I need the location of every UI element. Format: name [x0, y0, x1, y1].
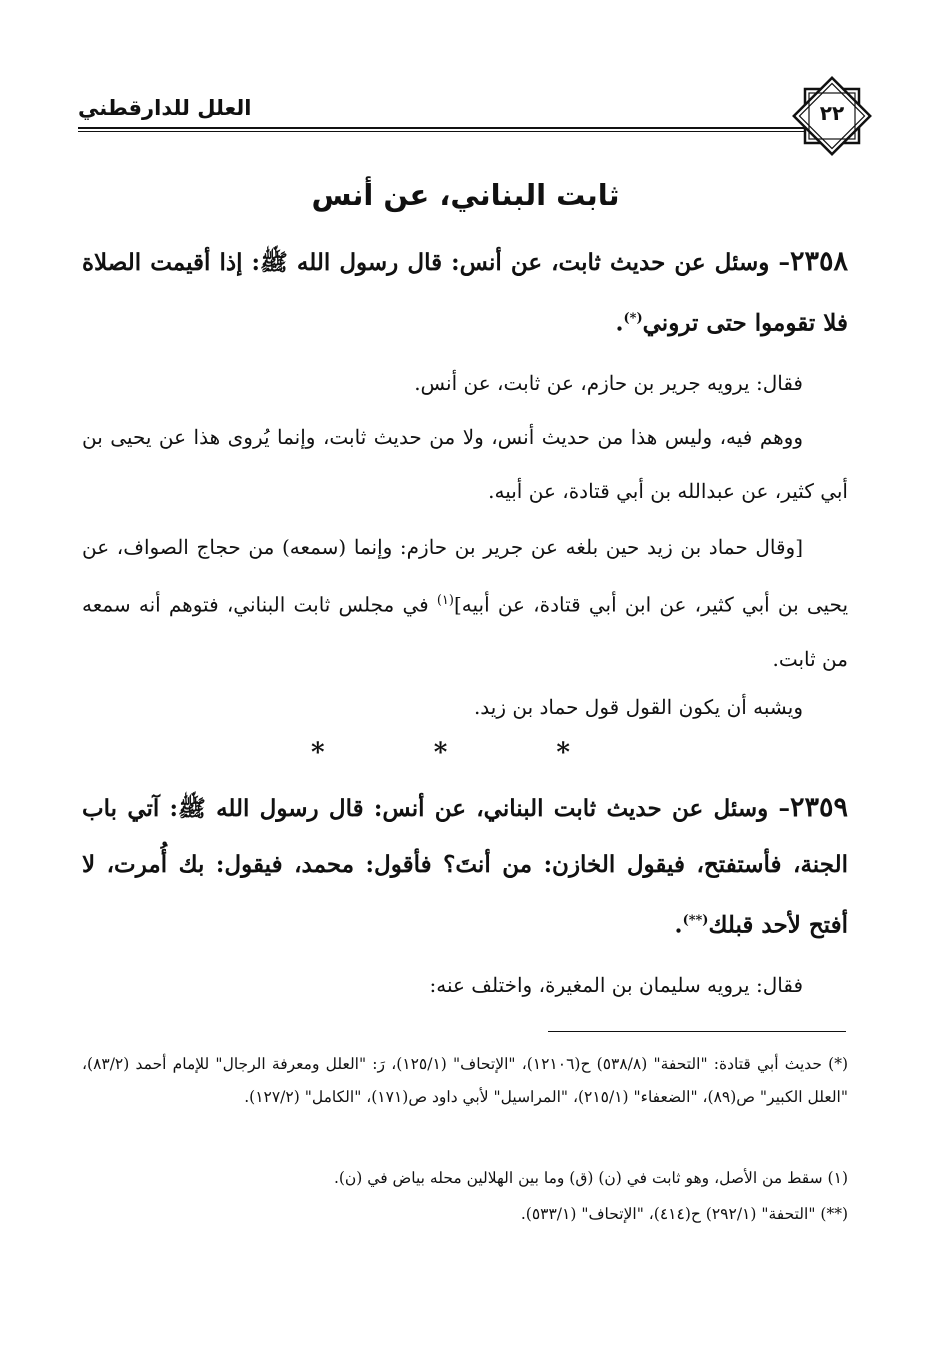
header-rule-thin	[78, 131, 823, 132]
section-title: ثابت البناني، عن أنس	[311, 178, 620, 212]
entry-2359-paragraph-1: فقال: يرويه سليمان بن المغيرة، واختلف عنه:	[429, 973, 803, 997]
entry-2358-paragraph-1: فقال: يرويه جرير بن حازم، عن ثابت، عن أنس.	[414, 371, 803, 395]
section-separator: * * *	[311, 738, 620, 768]
entry-number: ٢٣٥٩	[789, 792, 848, 823]
page-number-badge	[790, 74, 874, 158]
footnote-2: (١) سقط من الأصل، وهو ثابت في (ن) (ق) وما بين الهلالين محله بياض في (ن).	[333, 1169, 848, 1187]
footnote-marker: (١)	[436, 593, 454, 608]
footnote-1: (*) حديث أبي قتادة: "التحفة" (٥٣٨/٨) ح(١٢١٠٦)، "الإتحاف" (١٢٥/١)، رَ: "العلل ومعرفة الرجال" للإمام أحمد (٨٣/٢)، "العلل الكبير" ص(٨٩)، "الضعفاء" (٢١٥/١)، "المراسيل" لأبي داود ص(١٧١)، "الكامل" (١٢٧/٢).	[82, 1055, 849, 1106]
period: .	[674, 911, 683, 939]
page-number: ٢٢	[819, 101, 845, 125]
footnote-marker: (**)	[682, 913, 709, 928]
footnote-marker: (*)	[623, 311, 643, 326]
entry-2359-question	[82, 780, 848, 954]
entry-number: ٢٣٥٨	[789, 246, 848, 277]
period: .	[615, 309, 624, 337]
header-rule	[78, 127, 823, 129]
paragraph-text-rest: في مجلس ثابت البناني، فتوهم أنه سمعه من ثابت.	[82, 592, 848, 671]
entry-2358-paragraph-2: ووهم فيه، وليس هذا من حديث أنس، ولا من حديث ثابت، وإنما يُروى هذا عن يحيى بن أبي كثير، عن عبدالله بن أبي قتادة، عن أبيه.	[82, 425, 848, 503]
footnote-3: (**) "التحفة" (٢٩٢/١) ح(٤١٤)، "الإتحاف" (٥٣٣/١).	[520, 1205, 848, 1223]
footnote-rule	[548, 1031, 846, 1032]
book-title: العلل للدارقطني	[78, 96, 252, 120]
entry-2358-paragraph-3	[82, 520, 848, 686]
entry-2358-paragraph-4: ويشبه أن يكون القول قول حماد بن زيد.	[473, 695, 803, 719]
paragraph-text: [وقال حماد بن زيد حين بلغه عن جرير بن حازم: وإنما (سمعه) من حجاج الصواف، عن يحيى بن أبي كثير، عن ابن أبي قتادة، عن أبيه]	[82, 535, 849, 617]
entry-question-text: – وسئل عن حديث ثابت البناني، عن أنس: قال رسول الله ﷺ: آتي باب الجنة، فأستفتح، فيقول الخازن: من أنتَ؟ فأقول: محمد، فيقول: بك أُمرت، لا أفتح لأحد قبلك	[82, 795, 848, 939]
entry-2358-question	[82, 234, 848, 352]
entry-question-text: – وسئل عن حديث ثابت، عن أنس: قال رسول الله ﷺ: إذا أقيمت الصلاة فلا تقوموا حتى تروني	[82, 249, 848, 337]
